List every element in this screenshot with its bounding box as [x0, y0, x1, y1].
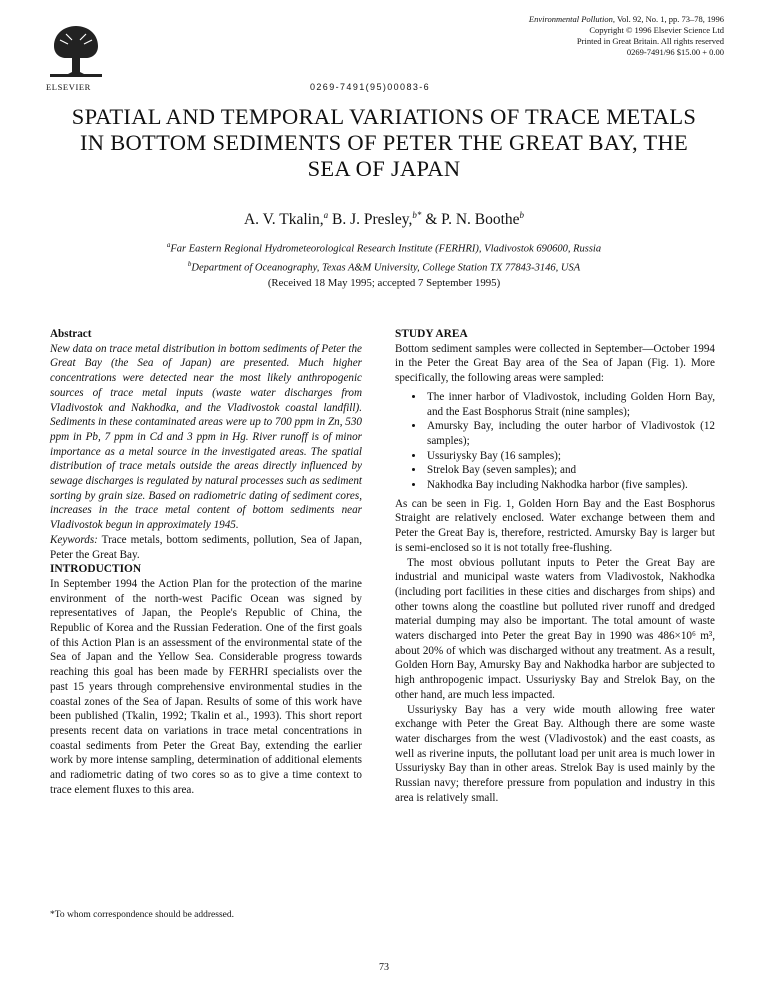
received-dates: (Received 18 May 1995; accepted 7 September 1995)	[267, 277, 501, 289]
correspondence-footnote: *To whom correspondence should be addressed.	[50, 910, 235, 920]
article-title: SPATIAL AND TEMPORAL VARIATIONS OF TRACE METALS IN BOTTOM SEDIMENTS OF PETER THE GREAT BAY, THE SEA OF JAPAN	[71, 104, 697, 181]
introduction-paragraph: In September 1994 the Action Plan for the protection of the marine environment of the north-west Pacific Ocean was signed by representatives of Japan, the People's Republic of China, the Republic of Korea and the Russian Federation. One of the first goals of this Action Plan is an assessment of the environmental state of the Sea of Japan and the Yellow Sea. Considerable progress towards reaching this goal has been made by FERHRI specialists over the past 15 years through comprehensive environmental studies in the coastal zones of the Sea of Japan. Results of some of this work have been published (Tkalin, 1992; Tkalin et al., 1993). This short report presents recent data on variations in trace metal concentrations in coastal sediments from Peter the Great Bay, extending the earlier work by more intense sampling, determination of additional elements and radiometric dating of two cores so as to give a time context to trace element fluxes to this area.	[50, 577, 362, 796]
list-item: • Ussuriysky Bay (16 samples);	[425, 449, 715, 464]
page-number: 73	[379, 962, 389, 973]
printed-info: Printed in Great Britain. All rights reserved	[576, 36, 724, 46]
introduction-heading: INTRODUCTION	[50, 563, 142, 576]
sampled-areas-list	[395, 390, 715, 493]
left-column	[50, 327, 362, 798]
affiliations	[0, 238, 768, 275]
journal-info	[529, 14, 724, 58]
abstract-heading: Abstract	[50, 328, 92, 340]
right-column	[395, 327, 715, 806]
journal-citation: Environmental Pollution, Vol. 92, No. 1, pp. 73–78, 1996	[528, 14, 724, 24]
keywords: Keywords: Trace metals, bottom sediments, pollution, Sea of Japan, Peter the Great Bay.	[50, 533, 362, 561]
abstract-body: New data on trace metal distribution in bottom sediments of Peter the Great Bay (the Sea of Japan) are presented. Much higher concentrations were detected near the most likely anthropogenic sources of trace metal inputs (waste water discharges from Vladivostok and Nakhodka, and the Vladivostok coastal landfill). Sediments in these contaminated areas were up to 700 ppm in Zn, 530 ppm in Pb, 7 ppm in Cd and 3 ppm in Hg. River runoff is of minor importance as a metal source in the investigated areas. The spatial distribution of trace metals outside the areas directly influenced by sewage discharges is regulated by natural processes such as sediment sorting by grain size. Based on radiometric dating of sediment cores, increases in the trace metal content of bottom sediments near Vladivostok begun in approximately 1945.	[50, 342, 363, 532]
list-item: • The inner harbor of Vladivostok, including Golden Horn Bay, and the East Bosphorus Strait (nine samples);	[425, 390, 715, 419]
affiliation-b: $^b$Department of Oceanography, Texas A&M University, College Station TX 77843-3146, USA	[187, 259, 581, 273]
list-item: • Strelok Bay (seven samples); and	[425, 463, 715, 478]
list-item: • Amursky Bay, including the outer harbor of Vladivostok (12 samples);	[425, 419, 715, 448]
authors: A. V. Tkalin,$^a$ B. J. Presley,$^{b*}$ & P. N. Boothe$^b$	[243, 210, 525, 229]
copyright: Copyright © 1996 Elsevier Science Ltd	[589, 25, 724, 35]
price-code: 0269-7491/96 $15.00 + 0.00	[626, 47, 724, 57]
affiliation-a: $^a$Far Eastern Regional Hydrometeorological Research Institute (FERHRI), Vladivostok 690600, Russia	[166, 241, 602, 255]
study-area-paragraph-2: As can be seen in Fig. 1, Golden Horn Bay and the East Bosphorus Straight are relatively enclosed. Water exchange between them and Peter the Great Bay is, therefore, restricted. Amursky Bay is larger but is semi-enclosed so it is not totally free-flushing.	[395, 497, 715, 554]
list-item: • Nakhodka Bay including Nakhodka harbor (five samples).	[425, 478, 715, 493]
article-code: 0269-7491(95)00083-6	[310, 82, 431, 92]
study-area-paragraph-3: The most obvious pollutant inputs to Peter the Great Bay are industrial and municipal waste waters from Vladivostok, Nakhodka (including port facilities in these cities and discharges from ships) and other towns along the coastline but polluted river runoff and dredged material dumping may also be important. The total amount of waste waters discharged into Peter the great Bay in 1990 was 486×10⁶ m³, about 20% of which was discharged without any treatment. As a result, Golden Horn Bay, Amursky Bay and Nakhodka harbor are subjected to high anthropogenic impact. Ussuriysky Bay and Strelok Bay, on the other hand, are much less impacted.	[395, 556, 715, 701]
publisher-name: ELSEVIER	[46, 82, 91, 92]
journal-name: Environmental Pollution	[528, 14, 613, 24]
study-area-paragraph-4: Ussuriysky Bay has a very wide mouth allowing free water exchange with Peter the Great Bay. Although there are some waste water discharges from the west (Vladivostok) and the east coasts, as well as riverine inputs, the pollutant load per unit area is much lower in Ussuriysky Bay than in other areas. Strelok Bay is used mainly by the Russian navy; therefore pressure from population and industry in this area is relatively small.	[395, 703, 715, 804]
study-area-paragraph-1: Bottom sediment samples were collected in September—October 1994 in the Peter the Great Bay area of the Sea of Japan (Fig. 1). More specifically, the following areas were sampled:	[395, 342, 715, 385]
elsevier-tree-logo-icon	[46, 20, 106, 78]
study-area-heading: STUDY AREA	[395, 328, 468, 340]
